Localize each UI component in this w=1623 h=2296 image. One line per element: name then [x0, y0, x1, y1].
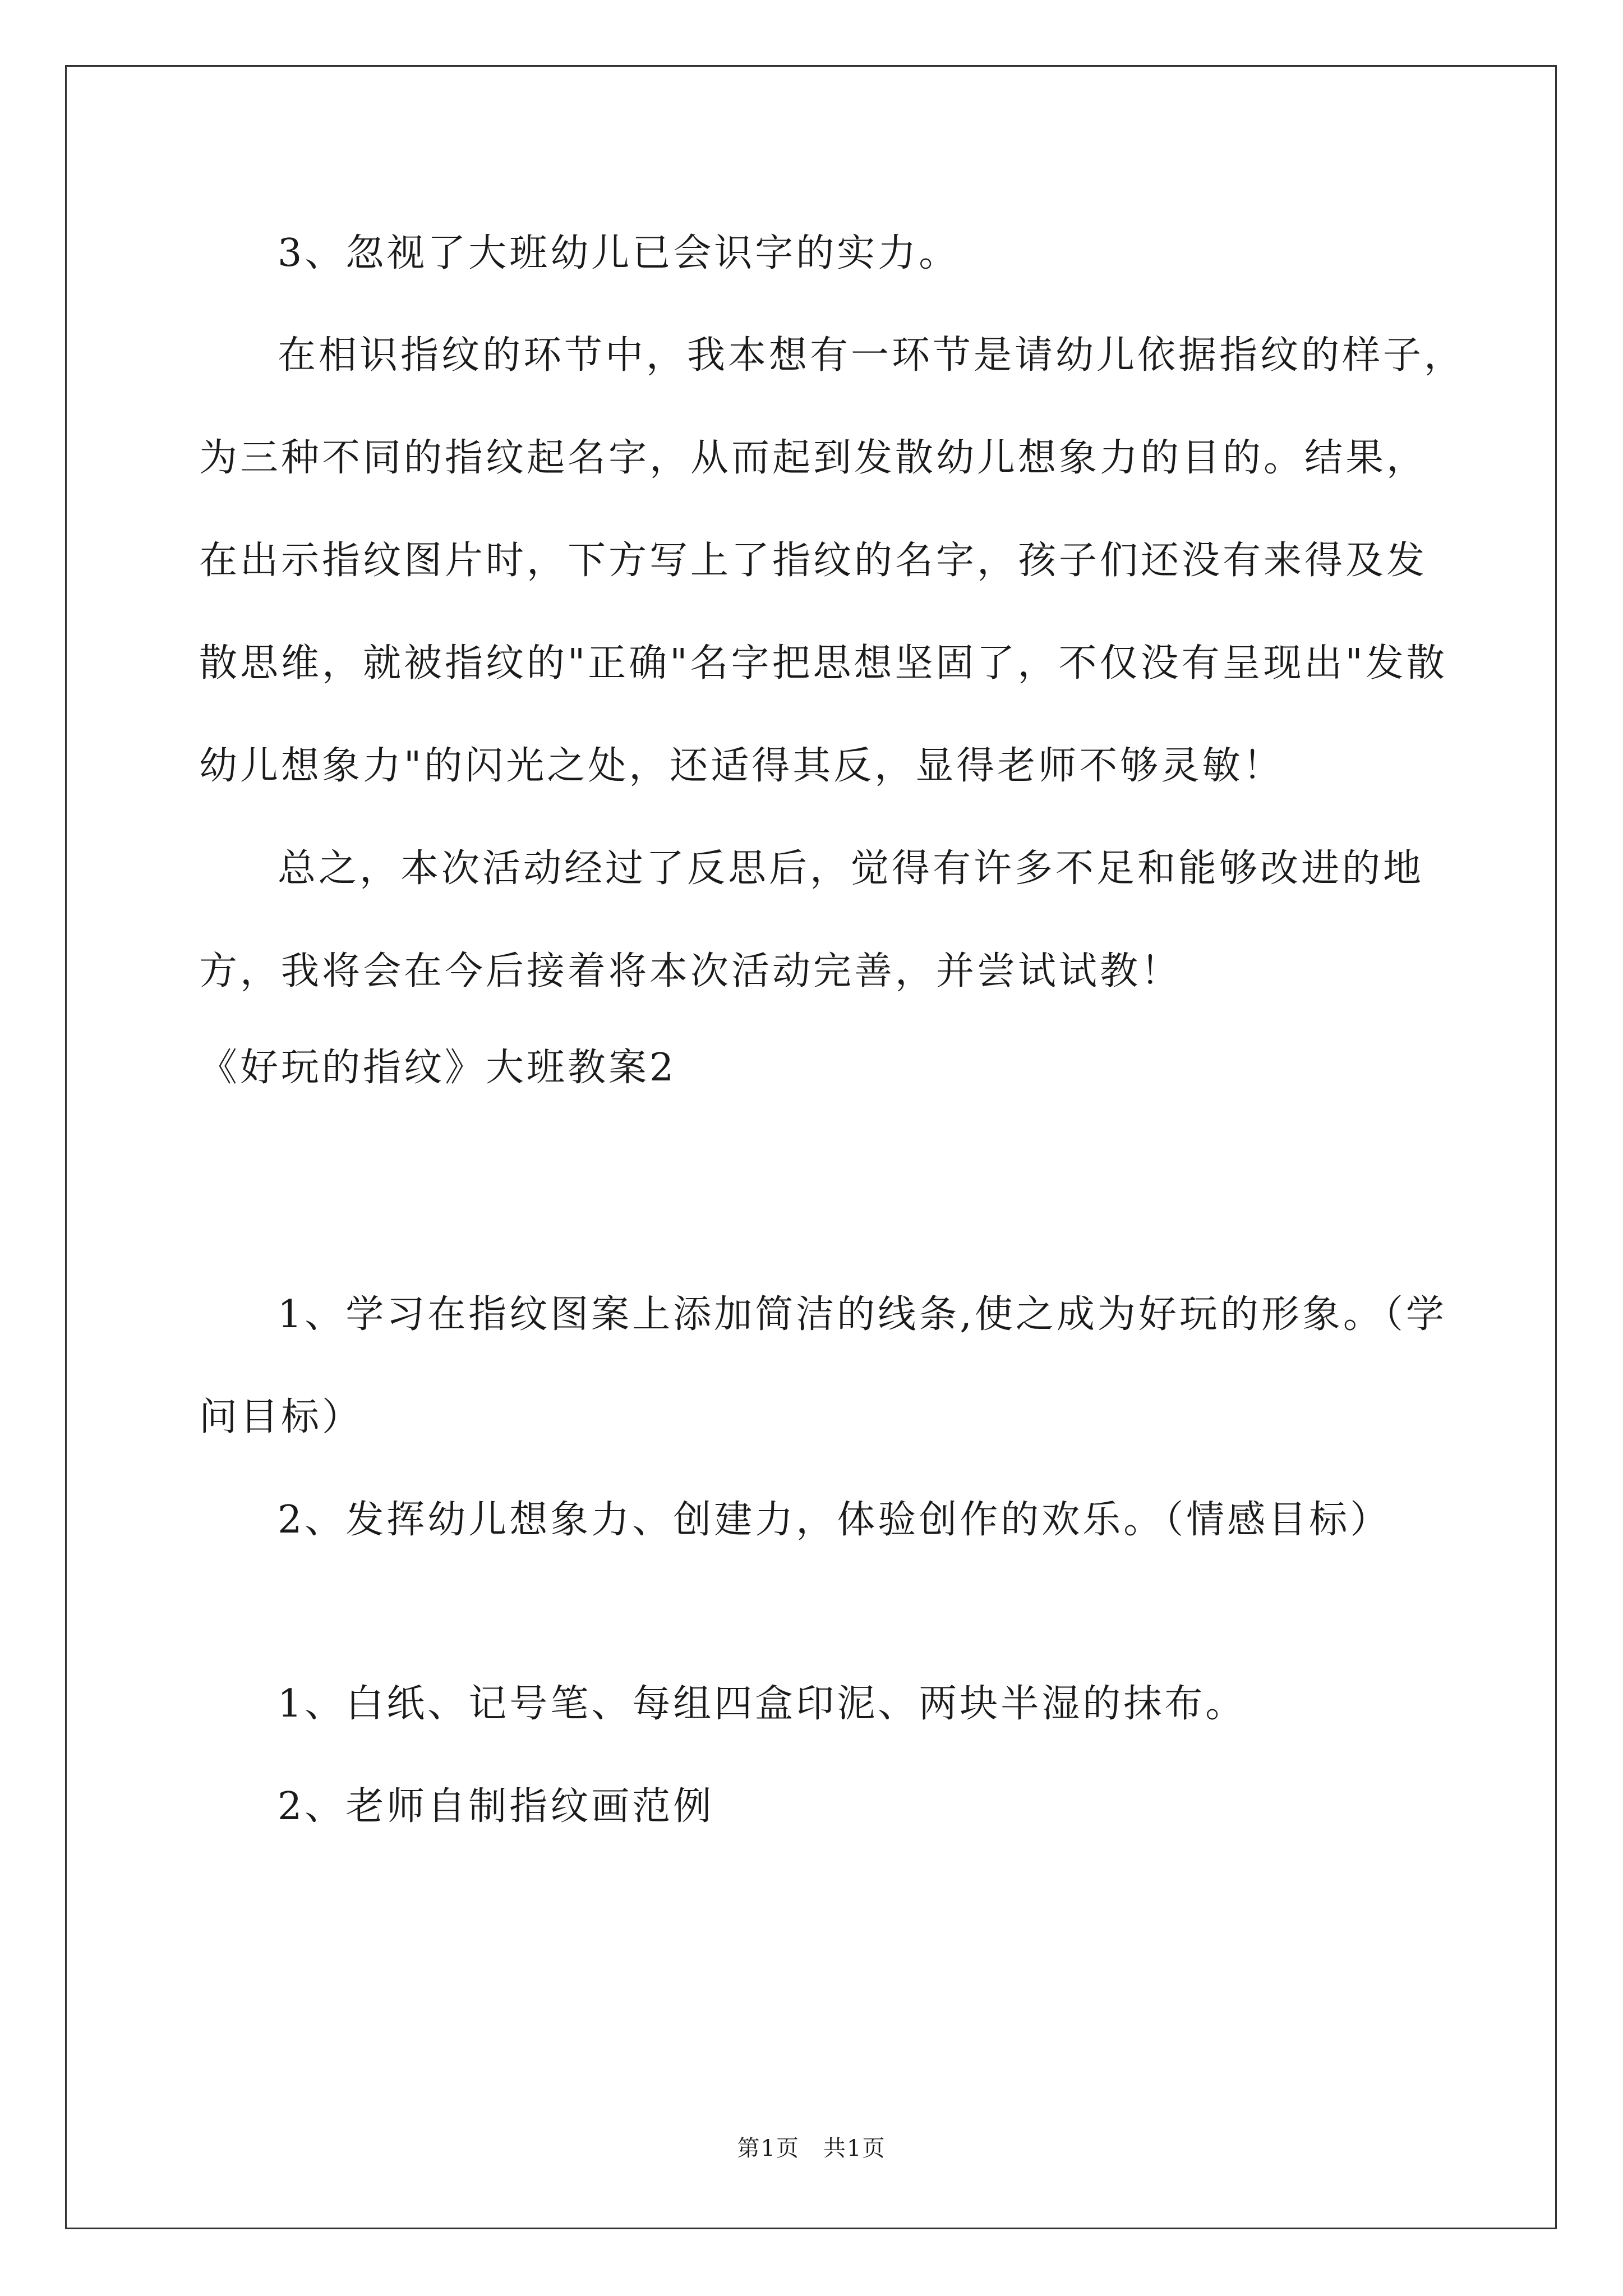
page-border: [65, 65, 1557, 2229]
paragraph-line: 在出示指纹图片时，下方写上了指纹的名字，孩子们还没有来得及发: [199, 539, 1428, 583]
paragraph-line: 方，我将会在今后接着将本次活动完善，并尝试试教！: [199, 949, 1182, 993]
paragraph-line: 在相识指纹的环节中，我本想有一环节是请幼儿依据指纹的样子，: [278, 333, 1465, 378]
page-footer: 第1页 共1页: [737, 2136, 886, 2161]
paragraph-reflection-3: 3、忽视了大班幼儿已会识字的实力。: [278, 231, 960, 275]
objective-1-cont: 问目标）: [199, 1395, 363, 1439]
objective-2: 2、发挥幼儿想象力、创建力，体验创作的欢乐。（情感目标）: [278, 1498, 1391, 1542]
paragraph-line: 散思维，就被指纹的"正确"名字把思想坚固了，不仅没有呈现出"发散: [199, 641, 1447, 685]
paragraph-summary: 总之，本次活动经过了反思后，觉得有许多不足和能够改进的地: [278, 846, 1424, 891]
objective-1: 1、学习在指纹图案上添加简洁的线条,使之成为好玩的形象。（学: [278, 1292, 1447, 1337]
paragraph-line: 为三种不同的指纹起名字，从而起到发散幼儿想象力的目的。结果，: [199, 436, 1428, 480]
paragraph-line: 幼儿想象力"的闪光之处，还适得其反，显得老师不够灵敏！: [199, 744, 1284, 788]
section-heading: 《好玩的指纹》大班教案2: [199, 1046, 677, 1090]
material-1: 1、白纸、记号笔、每组四盒印泥、两块半湿的抹布。: [278, 1682, 1247, 1726]
material-2: 2、老师自制指纹画范例: [278, 1784, 714, 1829]
